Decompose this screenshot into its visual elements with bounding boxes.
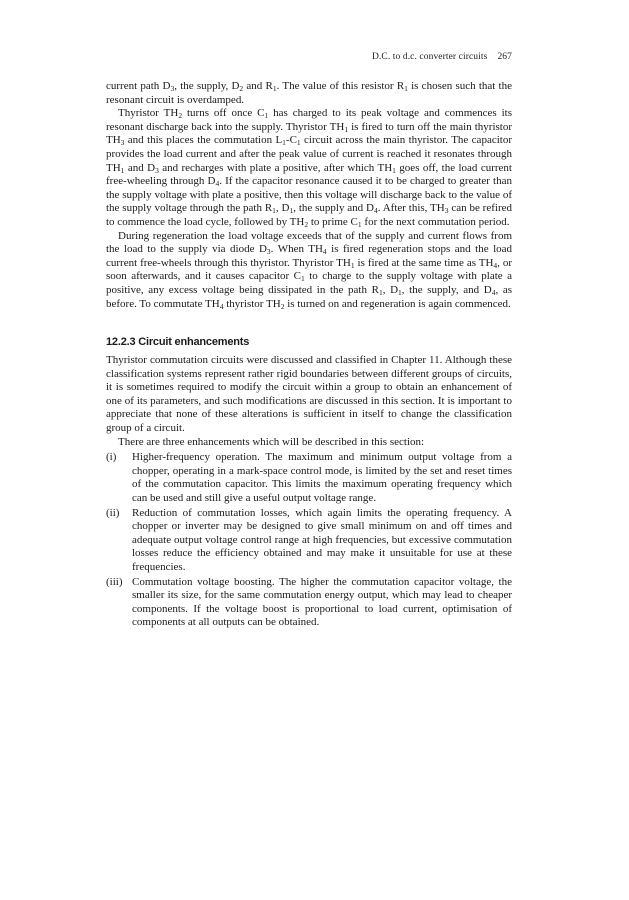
list-item-text: Higher-frequency operation. The maximum and minimum output voltage from a chopper, operating in a mark-space control mode, is limited by the set and reset times of the commutation capacitor. This limits the maximum operating frequency which can be used and still give a useful output voltage range. [132,451,512,505]
paragraph-regeneration: During regeneration the load voltage exceeds that of the supply and current flows from the load to the supply via diode $D_3$. When $TH_4$ is fired regeneration stops and the load current free-wheels through this thyristor. Thyristor $TH_1$ is fired at the same time as $TH_4$, or soon afterwards, and it causes capacitor $C_1$ to charge to the supply voltage with plate a positive, any excess voltage being dissipated in the path $R_1$, $D_1$, the supply, and $D_4$, as before. To commutate $TH_4$ thyristor $TH_2$ is turned on and regeneration is again commenced. [106,229,513,311]
running-header [106,52,512,66]
running-title: D.C. to d.c. converter circuits [371,52,488,62]
section-intro-paragraph: Thyristor commutation circuits were discussed and classified in Chapter 11. Although these classification systems represent rather rigid boundaries between different groups of circuits, it is sometimes required to modify the circuit within a group to obtain an enhancement of one of its parameters, and such modifications are discussed in this section. It is important to appreciate that none of these alterations is sufficient in itself to change the classification group of a circuit. [106,354,512,435]
list-marker: (i) [106,451,117,464]
list-item [106,507,512,575]
list-item-text: Commutation voltage boosting. The higher the commutation capacitor voltage, the smaller its size, for the same commutation energy output, which may lead to cheaper components. If the voltage boost is proportional to load current, optimisation of components at all outputs can be obtained. [132,575,512,629]
list-item-text: Reduction of commutation losses, which again limits the operating frequency. A chopper or inverter may be designed to give small minimum on and off times and adequate output voltage control range at high frequencies, but excessive commutation losses reduce the efficiency obtained and may make it unsuitable for use at these frequencies. [132,506,512,573]
book-page [106,52,512,631]
enhancement-list [106,451,512,630]
section-heading: 12.2.3 Circuit enhancements [106,336,250,349]
list-marker: (ii) [106,506,120,519]
list-item [106,576,512,630]
paragraph-resistor-path: current path $D_3$, the supply, $D_2$ and $R_1$. The value of this resistor $R_1$ is chosen such that the resonant circuit is overdamped. [106,80,512,106]
list-item [106,451,512,505]
page-number: 267 [497,52,512,62]
paragraph-thyristor-operation: Thyristor $TH_2$ turns off once $C_1$ has charged to its peak voltage and commences its resonant discharge back into the supply. Thyristor $TH_1$ is fired to turn off the main thyristor $TH_3$ and this places the commutation $L_1-C_1$ circuit across the main thyristor. The capacitor provides the load current and after the peak value of current is reached it resonates through $TH_1$ and $D_3$ and recharges with plate a positive, after which $TH_1$ goes off, the load current free-wheeling through $D_4$. If the capacitor resonance caused it to be charged to greater than the supply voltage with plate a positive, then this voltage will discharge back to the value of the supply voltage through the path $R_1$, $D_1$, the supply and $D_4$. After this, $TH_3$ can be refired to commence the load cycle, followed by $TH_2$ to prime $C_1$ for the next commutation period. [106,107,513,229]
enhancements-lead-sentence: There are three enhancements which will be described in this section: [118,435,425,448]
list-marker: (iii) [106,575,123,588]
